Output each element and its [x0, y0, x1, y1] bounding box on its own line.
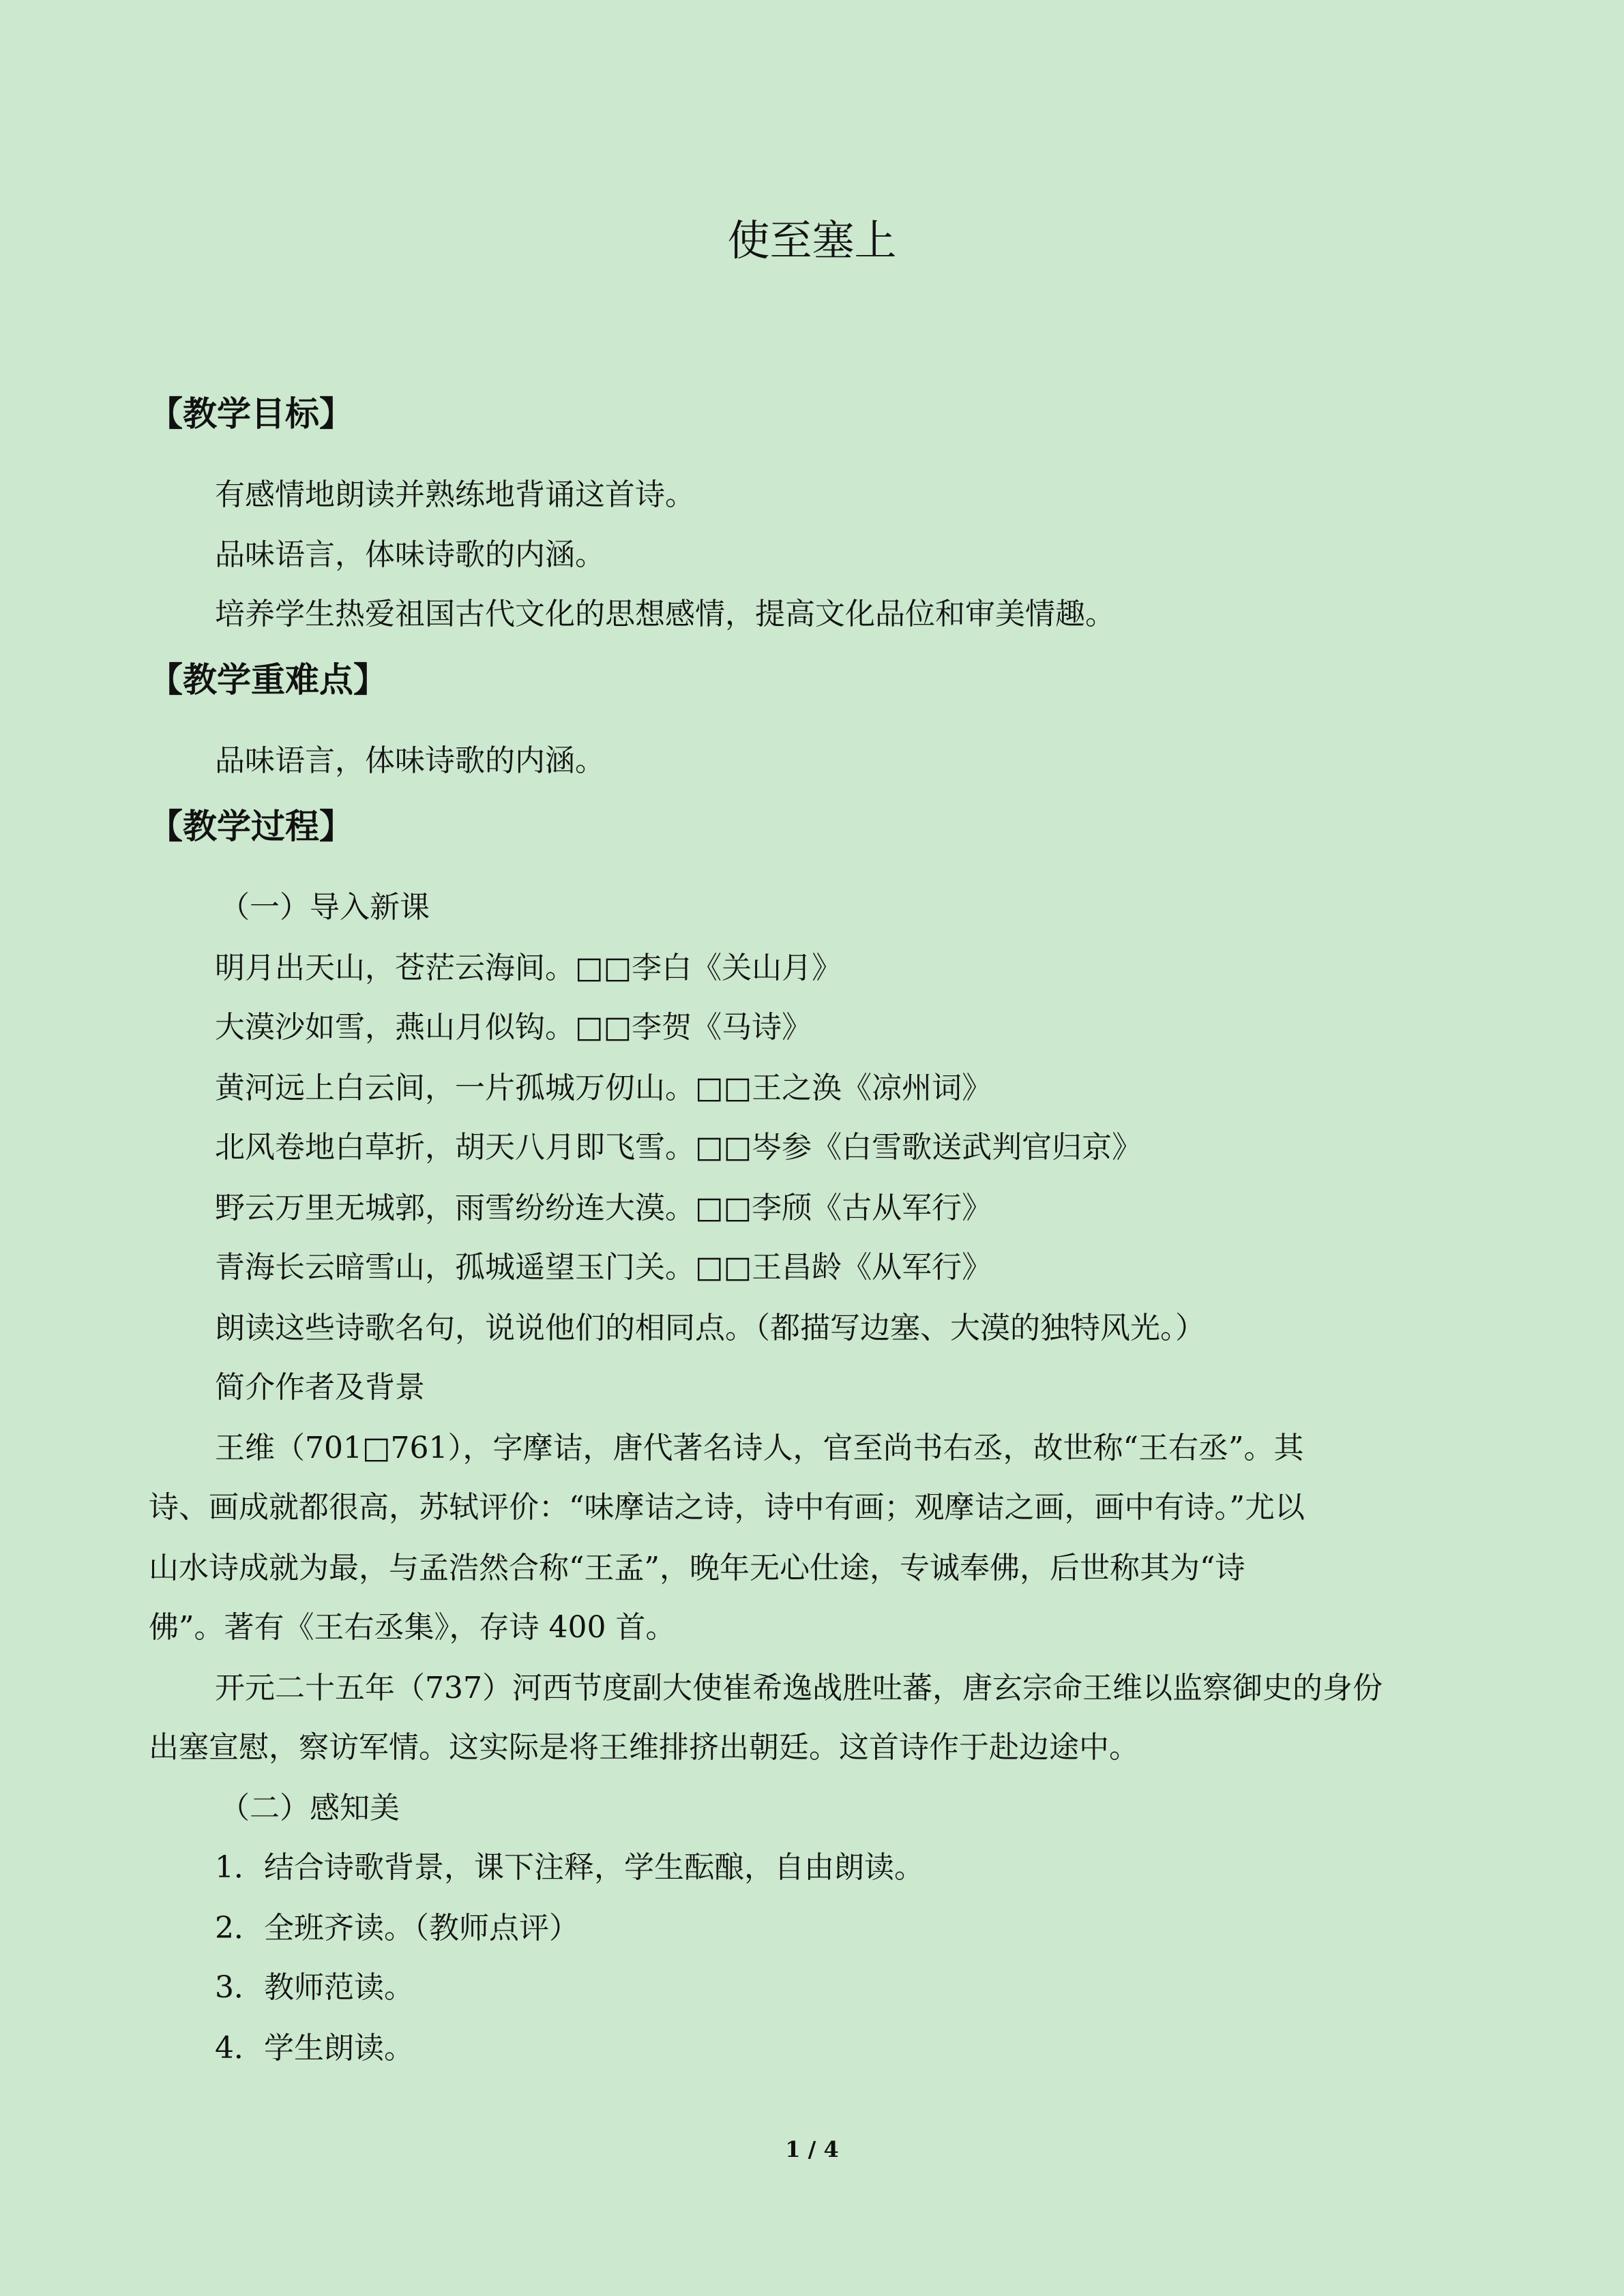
background-paragraph-line: 出塞宣慰，察访军情。这实际是将王维排挤出朝廷。这首诗作于赴边途中。: [149, 1730, 1139, 1765]
objective-item: 培养学生热爱祖国古代文化的思想感情，提高文化品位和审美情趣。: [215, 597, 1115, 631]
author-paragraph-line: 佛”。著有《王右丞集》，存诗 400 首。: [149, 1610, 676, 1645]
background-paragraph-line: 开元二十五年（737）河西节度副大使崔希逸战胜吐蕃，唐玄宗命王维以监察御史的身份: [215, 1671, 1383, 1705]
heading-key-points: 【教学重难点】: [149, 660, 387, 700]
objective-item: 有感情地朗读并熟练地背诵这首诗。: [215, 477, 695, 512]
heading-objectives: 【教学目标】: [149, 394, 353, 434]
step-item: 2．全班齐读。（教师点评）: [215, 1911, 579, 1945]
objective-item: 品味语言，体味诗歌的内涵。: [215, 537, 605, 572]
heading-process: 【教学过程】: [149, 807, 353, 846]
step-item: 1．结合诗歌背景，课下注释，学生酝酿，自由朗读。: [215, 1850, 924, 1885]
poem-line: 青海长云暗雪山，孤城遥望玉门关。□□王昌龄《从军行》: [215, 1250, 992, 1285]
part2-label: （二）感知美: [220, 1791, 400, 1825]
page-number: 1 / 4: [785, 2136, 839, 2162]
step-item: 3．教师范读。: [215, 1970, 414, 2005]
author-paragraph-line: 山水诗成就为最，与孟浩然合称“王孟”，晚年无心仕途，专诚奉佛，后世称其为“诗: [149, 1551, 1245, 1585]
poem-line: 大漠沙如雪，燕山月似钩。□□李贺《马诗》: [215, 1010, 812, 1045]
poem-line: 北风卷地白草折，胡天八月即飞雪。□□岑参《白雪歌送武判官归京》: [215, 1130, 1142, 1165]
poem-line: 黄河远上白云间，一片孤城万仞山。□□王之涣《凉州词》: [215, 1071, 992, 1105]
part1-label: （一）导入新课: [220, 890, 430, 925]
poem-line: 野云万里无城郭，雨雪纷纷连大漠。□□李颀《古从军行》: [215, 1191, 992, 1225]
step-item: 4．学生朗读。: [215, 2031, 414, 2066]
document-title: 使至塞上: [727, 215, 897, 265]
poem-line: 明月出天山，苍茫云海间。□□李白《关山月》: [215, 951, 842, 985]
read-prompt: 朗读这些诗歌名句，说说他们的相同点。（都描写边塞、大漠的独特风光。）: [215, 1311, 1205, 1345]
author-paragraph-line: 诗、画成就都很高，苏轼评价：“味摩诘之诗，诗中有画；观摩诘之画，画中有诗。”尤以: [149, 1490, 1305, 1525]
author-paragraph-line: 王维（701□761），字摩诘，唐代著名诗人，官至尚书右丞，故世称“王右丞”。其: [215, 1431, 1304, 1465]
key-point-item: 品味语言，体味诗歌的内涵。: [215, 743, 605, 778]
intro-label: 简介作者及背景: [215, 1370, 425, 1405]
